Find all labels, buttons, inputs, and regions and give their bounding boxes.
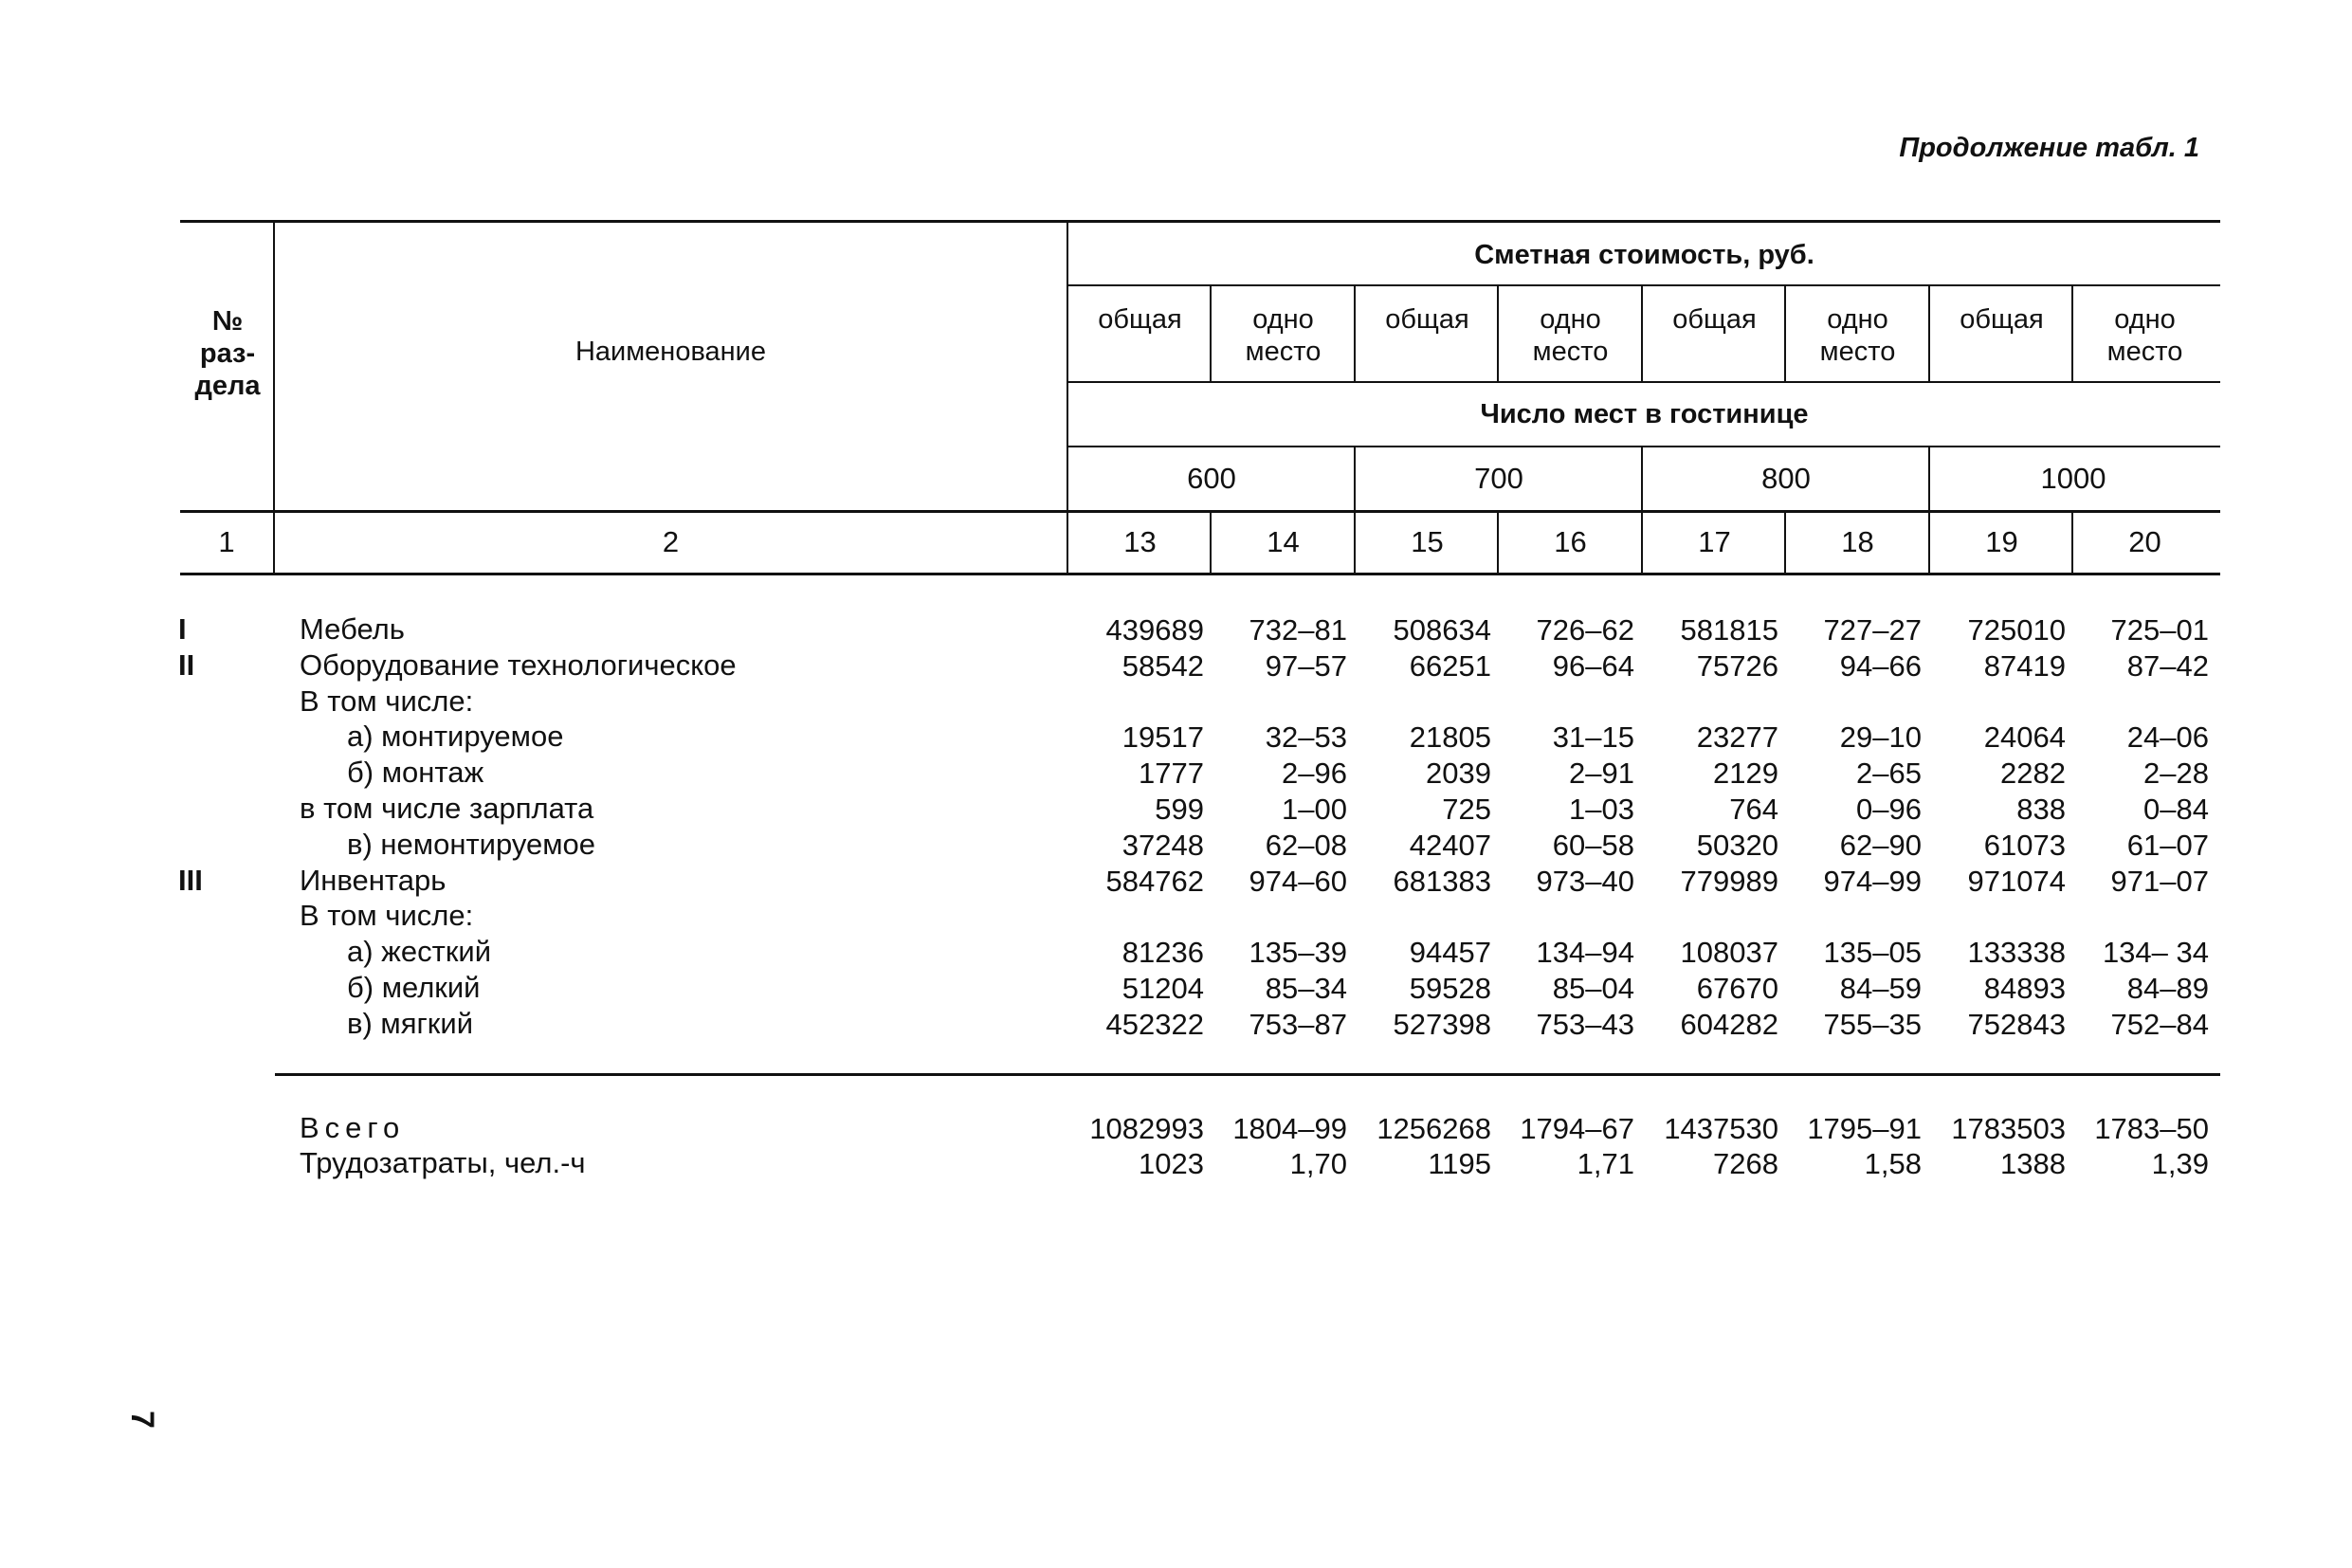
row-value: 764	[1729, 793, 1778, 826]
header-places-title: Число мест в гостинице	[1480, 399, 1809, 429]
header-rule-sub	[1067, 381, 2220, 383]
header-places-count: 800	[1761, 462, 1811, 495]
header-cost-title: Сметная стоимость, руб.	[1474, 240, 1814, 270]
row-value: 62–90	[1839, 829, 1922, 862]
row-value: 23277	[1696, 720, 1778, 754]
row-value: 2–91	[1569, 757, 1634, 790]
row-value: 2–96	[1282, 757, 1347, 790]
column-number-rule	[180, 573, 2220, 575]
row-value: 1794–67	[1520, 1112, 1634, 1145]
row-value: 752–84	[2110, 1008, 2209, 1041]
row-value: 94–66	[1839, 649, 1922, 683]
row-value: 37248	[1121, 829, 1204, 862]
row-name: В том числе:	[300, 899, 474, 932]
row-value: 31–15	[1552, 720, 1634, 754]
column-number: 19	[1985, 525, 2018, 558]
row-value: 581815	[1680, 613, 1778, 647]
table-top-rule	[180, 220, 2220, 223]
row-name: а) жесткий	[347, 935, 492, 968]
row-name: а) монтируемое	[347, 720, 564, 753]
row-value: 87–42	[2126, 649, 2209, 683]
row-value: 971074	[1967, 865, 2066, 898]
row-value: 60–58	[1552, 829, 1634, 862]
row-value: 527398	[1393, 1008, 1491, 1041]
row-value: 67670	[1696, 972, 1778, 1005]
column-number: 15	[1411, 525, 1444, 558]
row-value: 1804–99	[1232, 1112, 1347, 1145]
row-value: 134– 34	[2102, 936, 2209, 969]
row-value: 42407	[1409, 829, 1491, 862]
header-subcolumn: одно место	[1245, 304, 1322, 367]
row-value: 971–07	[2110, 865, 2209, 898]
col-divider-1	[273, 220, 275, 574]
row-value: 727–27	[1823, 613, 1922, 647]
header-places-count: 1000	[2040, 462, 2106, 495]
column-number: 13	[1123, 525, 1157, 558]
row-value: 7268	[1713, 1147, 1778, 1180]
row-value: 84893	[1983, 972, 2066, 1005]
row-value: 1,58	[1864, 1147, 1922, 1180]
row-value: 604282	[1680, 1008, 1778, 1041]
header-subcolumn: одно место	[2106, 304, 2183, 367]
row-value: 974–99	[1823, 865, 1922, 898]
row-value: 725	[1442, 793, 1491, 826]
column-number: 14	[1267, 525, 1300, 558]
col-divider-2	[1067, 220, 1068, 574]
row-value: 779989	[1680, 865, 1778, 898]
row-value: 58542	[1121, 649, 1204, 683]
row-value: 838	[2016, 793, 2066, 826]
row-name: Мебель	[300, 612, 405, 646]
section-number: III	[178, 864, 203, 897]
row-value: 61073	[1983, 829, 2066, 862]
row-value: 108037	[1680, 936, 1778, 969]
row-name: Оборудование технологическое	[300, 648, 737, 682]
row-value: 1783–50	[2094, 1112, 2209, 1145]
row-value: 96–64	[1552, 649, 1634, 683]
totals-rule	[275, 1073, 2220, 1076]
column-number: 16	[1554, 525, 1587, 558]
header-subcolumn: общая	[1385, 304, 1469, 335]
row-value: 50320	[1696, 829, 1778, 862]
row-name: в) немонтируемое	[347, 828, 596, 861]
row-value: 725010	[1967, 613, 2066, 647]
row-value: 1795–91	[1807, 1112, 1922, 1145]
row-name: б) мелкий	[347, 971, 481, 1004]
row-value: 1,39	[2151, 1147, 2209, 1180]
row-value: 29–10	[1839, 720, 1922, 754]
row-value: 508634	[1393, 613, 1491, 647]
row-value: 51204	[1121, 972, 1204, 1005]
row-value: 84–59	[1839, 972, 1922, 1005]
row-value: 84–89	[2126, 972, 2209, 1005]
row-value: 1–03	[1569, 793, 1634, 826]
row-value: 1388	[2000, 1147, 2066, 1180]
row-value: 24064	[1983, 720, 2066, 754]
row-value: 19517	[1121, 720, 1204, 754]
row-value: 1,71	[1577, 1147, 1634, 1180]
row-value: 753–87	[1249, 1008, 1347, 1041]
row-value: 2039	[1426, 757, 1491, 790]
section-number: II	[178, 648, 195, 682]
row-value: 725–01	[2110, 613, 2209, 647]
row-value: 21805	[1409, 720, 1491, 754]
row-value: 974–60	[1249, 865, 1347, 898]
row-value: 0–96	[1856, 793, 1922, 826]
row-name: б) монтаж	[347, 756, 484, 789]
row-value: 59528	[1409, 972, 1491, 1005]
header-rule-cost	[1067, 284, 2220, 286]
row-value: 1783503	[1951, 1112, 2066, 1145]
row-name: в том числе зарплата	[300, 792, 594, 825]
row-value: 1–00	[1282, 793, 1347, 826]
row-value: 87419	[1983, 649, 2066, 683]
row-value: 584762	[1105, 865, 1204, 898]
row-value: 75726	[1696, 649, 1778, 683]
column-number: 17	[1698, 525, 1731, 558]
column-number: 2	[662, 525, 680, 558]
header-rule-places	[1067, 446, 2220, 447]
header-subcolumn: общая	[1672, 304, 1757, 335]
row-value: 0–84	[2143, 793, 2209, 826]
row-value: 24–06	[2126, 720, 2209, 754]
row-name: в) мягкий	[347, 1007, 474, 1040]
row-value: 973–40	[1536, 865, 1634, 898]
row-value: 439689	[1105, 613, 1204, 647]
row-name: Всего	[300, 1111, 406, 1144]
row-value: 732–81	[1249, 613, 1347, 647]
row-value: 752843	[1967, 1008, 2066, 1041]
row-value: 2282	[2000, 757, 2066, 790]
header-subcolumn: одно место	[1532, 304, 1609, 367]
row-value: 32–53	[1265, 720, 1347, 754]
header-name: Наименование	[574, 337, 767, 367]
row-value: 2–65	[1856, 757, 1922, 790]
header-subcolumn: общая	[1098, 304, 1182, 335]
column-number: 1	[218, 525, 235, 558]
table-continuation-caption: Продолжение табл. 1	[1899, 133, 2199, 163]
column-number: 18	[1841, 525, 1874, 558]
row-value: 134–94	[1536, 936, 1634, 969]
row-value: 135–05	[1823, 936, 1922, 969]
row-value: 1777	[1139, 757, 1204, 790]
page-number: 7	[123, 1411, 160, 1429]
row-value: 85–04	[1552, 972, 1634, 1005]
row-value: 81236	[1121, 936, 1204, 969]
row-value: 1195	[1428, 1147, 1491, 1180]
header-subcolumn: общая	[1960, 304, 2044, 335]
row-value: 2129	[1713, 757, 1778, 790]
header-places-count: 600	[1187, 462, 1236, 495]
row-value: 85–34	[1265, 972, 1347, 1005]
column-number: 20	[2128, 525, 2161, 558]
row-value: 66251	[1409, 649, 1491, 683]
row-value: 753–43	[1536, 1008, 1634, 1041]
header-subcolumn: одно место	[1819, 304, 1896, 367]
row-value: 61–07	[2126, 829, 2209, 862]
row-value: 2–28	[2143, 757, 2209, 790]
section-number: I	[178, 612, 187, 646]
row-value: 1437530	[1664, 1112, 1778, 1145]
row-value: 599	[1155, 793, 1204, 826]
row-value: 1082993	[1089, 1112, 1204, 1145]
header-rule-bottom	[180, 510, 2220, 513]
row-value: 62–08	[1265, 829, 1347, 862]
row-value: 681383	[1393, 865, 1491, 898]
row-value: 726–62	[1536, 613, 1634, 647]
row-value: 452322	[1105, 1008, 1204, 1041]
row-value: 133338	[1967, 936, 2066, 969]
row-name: Трудозатраты, чел.-ч	[300, 1146, 586, 1179]
row-name: В том числе:	[300, 684, 474, 718]
header-section-number: № раз- дела	[194, 306, 261, 401]
row-value: 755–35	[1823, 1008, 1922, 1041]
header-places-count: 700	[1474, 462, 1523, 495]
row-value: 1256268	[1377, 1112, 1491, 1145]
row-value: 94457	[1409, 936, 1491, 969]
row-name: Инвентарь	[300, 864, 447, 897]
row-value: 1023	[1139, 1147, 1204, 1180]
row-value: 97–57	[1265, 649, 1347, 683]
row-value: 135–39	[1249, 936, 1347, 969]
row-value: 1,70	[1289, 1147, 1347, 1180]
